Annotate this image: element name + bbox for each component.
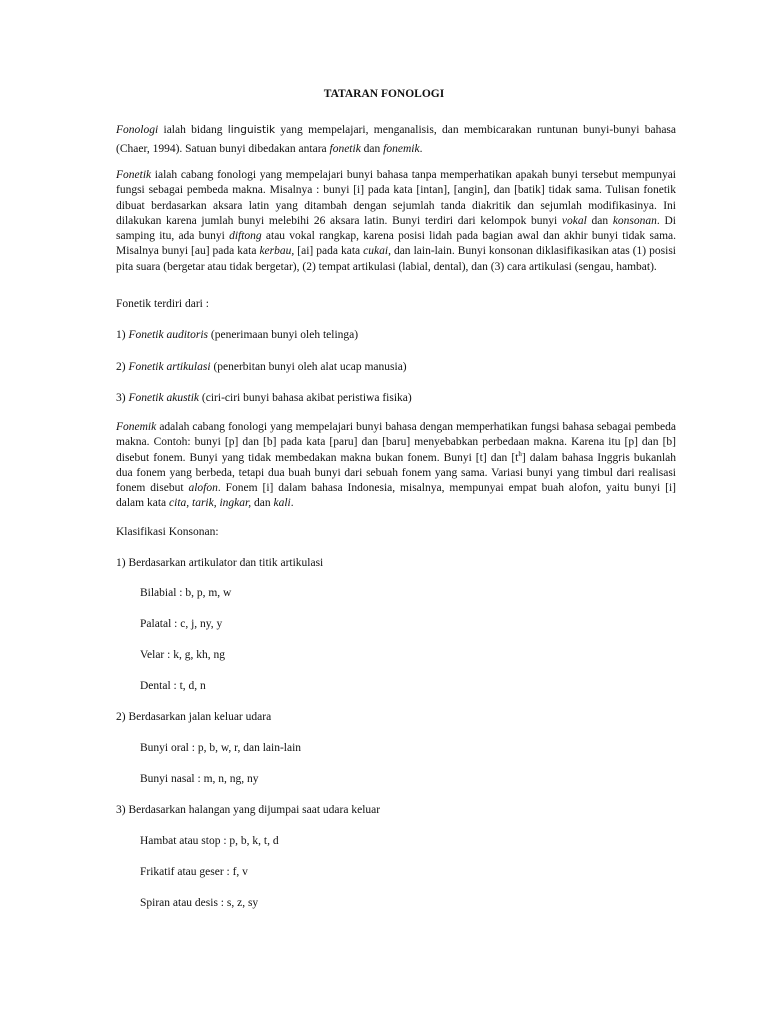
term-konsonan: konsonan — [612, 214, 657, 227]
text-span: dan — [251, 497, 274, 510]
list-term: Fonetik artikulasi — [128, 361, 211, 373]
fonetik-heading: Fonetik terdiri dari : — [116, 298, 209, 310]
term-linguistik: linguistik — [227, 124, 276, 136]
list-item: Frikatif atau geser : f, v — [140, 866, 248, 878]
term-cukai: cukai — [363, 245, 389, 258]
text-span: , [ai] pada kata — [291, 245, 364, 258]
text-span: , dan lain-lain. Bunyi konsonan diklasifikasikan atas (1) posisi pita suara (bergetar atau tidak bergetar), (2) tempat artikulasi (labial, dental), dan (3) cara artikulasi (sengau, hambat). — [116, 245, 676, 273]
text-span: atau vokal rangkap, karena posisi lidah pada bagian awal dan akhir bunyi tidak sama. Misalnya bunyi [au] pada kata — [116, 230, 677, 258]
text-span: . Di samping itu, ada bunyi — [116, 214, 676, 243]
term-diftong: diftong — [229, 230, 262, 243]
list-number: 1) — [116, 329, 129, 341]
text-span: dan — [586, 214, 613, 227]
list-number: 3) — [116, 392, 129, 404]
term-fonetik: fonetik — [329, 143, 361, 155]
list-desc: (penerimaan bunyi oleh telinga) — [208, 329, 359, 341]
term-alofon: alofon — [188, 482, 218, 495]
list-item: Bunyi oral : p, b, w, r, dan lain-lain — [140, 742, 302, 754]
list-desc: (penerbitan bunyi oleh alat ucap manusia) — [210, 361, 407, 373]
text-span: yang mempelajari, menganalisis, dan membicarakan runtunan bunyi-bunyi bahasa (Chaer, 1994). Satuan bunyi dibedakan antara — [116, 124, 676, 155]
list-term: Fonetik akustik — [128, 392, 200, 404]
text-span: . — [290, 497, 294, 510]
list-desc: (ciri-ciri bunyi bahasa akibat peristiwa fisika) — [199, 392, 412, 404]
term-fonetik: Fonetik — [116, 169, 152, 181]
list-item: Velar : k, g, kh, ng — [140, 649, 225, 661]
term-examples: cita, tarik, ingkar, — [169, 497, 252, 510]
paragraph-fonemik — [116, 420, 676, 512]
section-heading: 2) Berdasarkan jalan keluar udara — [116, 711, 272, 723]
list-item — [116, 360, 676, 375]
text-span: ialah bidang — [158, 124, 228, 136]
list-item — [116, 391, 676, 406]
text-span: ] dalam bahasa Inggris bukanlah dua fonem yang berbeda, tetapi dua buah bunyi dari sebuah fonem yang sama. Variasi bunyi yang timbul dari realisasi fonem disebut — [116, 451, 676, 495]
text-span: ialah cabang fonologi yang mempelajari bunyi bahasa tanpa memperhatikan apakah bunyi tersebut mempunyai fungsi sebagai pembeda makna. Misalnya : bunyi [i] pada kata [intan], [angin], dan [batik] tidak sama. Tulisan fonetik dibuat berdasarkan aksara latin yang ditambah dengan sejumlah tanda diakritik dan sejumlah modifikasinya. Ini dilakukan karena jumlah bunyi melebihi 26 aksara latin. Bunyi terdiri dari kelompok bunyi — [116, 169, 676, 227]
text-span: . Fonem [i] dalam bahasa Indonesia, misalnya, mempunyai empat buah alofon, yaitu bunyi [i] dalam kata — [116, 482, 676, 510]
superscript: h — [518, 449, 522, 458]
list-number: 2) — [116, 361, 129, 373]
list-item: Spiran atau desis : s, z, sy — [140, 897, 259, 909]
list-term: Fonetik auditoris — [128, 329, 209, 341]
list-item: Palatal : c, j, ny, y — [140, 618, 223, 630]
term-fonemik: fonemik — [383, 143, 420, 155]
text-span: dan — [360, 143, 384, 155]
list-item — [116, 328, 676, 343]
term-kerbau: kerbau — [259, 245, 292, 258]
term-fonologi: Fonologi — [116, 124, 159, 136]
text-span: adalah cabang fonologi yang mempelajari bunyi bahasa dengan memperhatikan fungsi bahasa sebagai pembeda makna. Contoh: bunyi [p] dan [b] pada kata [paru] dan [baru] menyebabkan perbedaan makna. Karena itu [p] dan [b] disebut fonem. Bunyi yang tidak membedakan makna bukan fonem. Bunyi [t] dan [t — [116, 421, 676, 464]
term-fonemik: Fonemik — [116, 421, 157, 433]
list-item: Bilabial : b, p, m, w — [140, 587, 232, 599]
section-heading: 3) Berdasarkan halangan yang dijumpai saat udara keluar — [116, 804, 381, 816]
text-span: . — [419, 143, 423, 155]
term-vokal: vokal — [561, 214, 587, 227]
section-heading: 1) Berdasarkan artikulator dan titik artikulasi — [116, 557, 324, 569]
paragraph-fonetik — [116, 168, 676, 275]
term-kali: kali — [273, 497, 291, 510]
list-item: Bunyi nasal : m, n, ng, ny — [140, 773, 259, 785]
list-item: Hambat atau stop : p, b, k, t, d — [140, 835, 279, 847]
paragraph-fonologi — [116, 121, 676, 159]
list-item: Dental : t, d, n — [140, 680, 206, 692]
klasifikasi-heading: Klasifikasi Konsonan: — [116, 526, 219, 538]
page-title: TATARAN FONOLOGI — [323, 88, 445, 100]
